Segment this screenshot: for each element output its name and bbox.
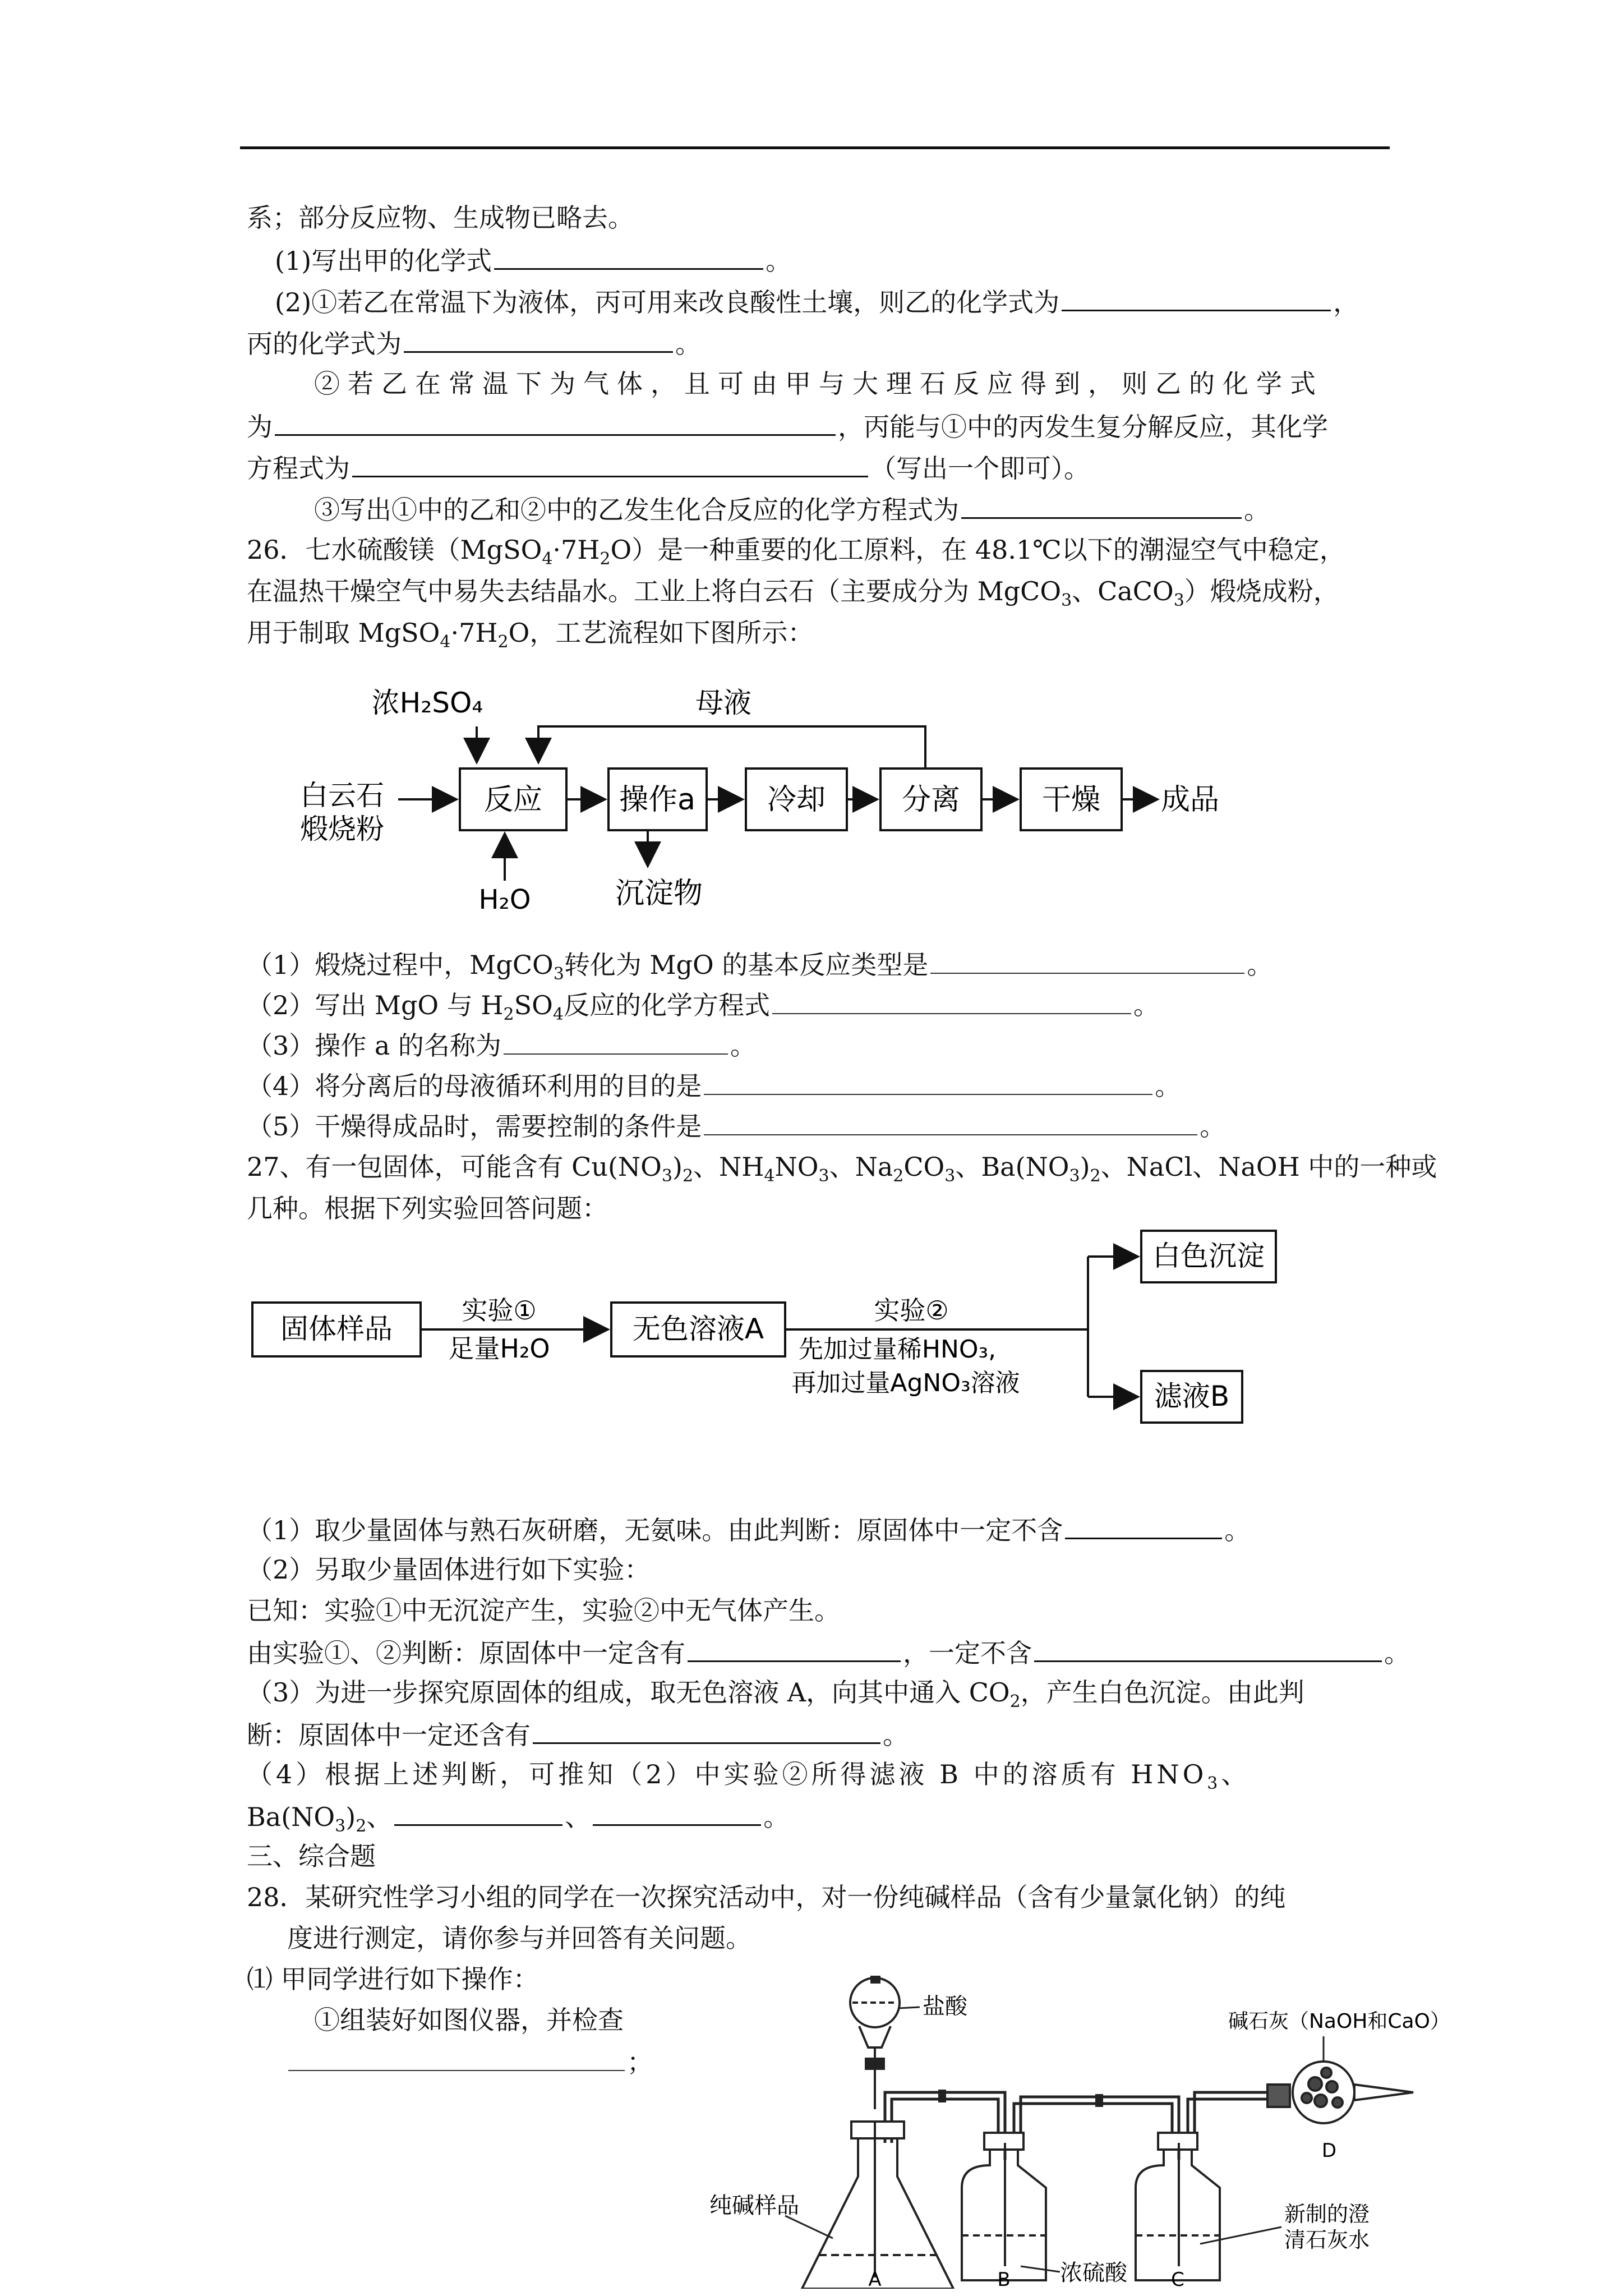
box-solution-a-label: 无色溶液A — [632, 1313, 764, 1345]
exp2-condition-2: 再加过量AgNO₃溶液 — [791, 1369, 1020, 1397]
box-react-label: 反应 — [483, 783, 543, 817]
question-27: 27、有一包固体，可能含有 $Cu(NO_3)_2$、$NH_4NO_3$、$Na_2CO_3$、$Ba(NO_3)_2$、NaCl、NaOH 中的一种或 — [247, 1152, 1437, 1186]
box-white-precipitate-label: 白色沉淀 — [1152, 1240, 1265, 1272]
label-b: B — [997, 2269, 1011, 2289]
answer-blank[interactable] — [352, 450, 868, 477]
text-line: 已知：实验①中无沉淀产生，实验②中无气体产生。 — [247, 1595, 840, 1626]
answer-blank[interactable] — [1065, 1512, 1222, 1539]
hcl-label: 盐酸 — [923, 1994, 967, 2019]
text-line: （3）操作 a 的名称为 。 — [247, 1028, 756, 1062]
limewater-label-1: 新制的澄 — [1284, 2202, 1370, 2226]
precipitate-label: 沉淀物 — [615, 877, 703, 910]
box-dry-label: 干燥 — [1041, 783, 1101, 817]
text-line: (1)写出甲的化学式 。 — [275, 242, 791, 278]
section-title: 三、综合题 — [247, 1841, 376, 1871]
answer-blank[interactable] — [961, 491, 1242, 519]
product-label: 成品 — [1161, 783, 1220, 817]
answer-blank[interactable] — [593, 1798, 761, 1826]
text-line: 由实验①、②判断：原固体中一定含有 ，一定不含 。 — [247, 1635, 1410, 1670]
header-rule — [240, 146, 1390, 149]
text-line: （1）煅烧过程中，MgCO$_3$转化为 MgO 的基本反应类型是 。 — [247, 947, 1272, 991]
exp1-condition: 足量H₂O — [448, 1333, 550, 1364]
drying-tube-d — [1267, 2062, 1413, 2123]
box-operation-a-label: 操作a — [619, 783, 695, 817]
soda-lime-label: 碱石灰（NaOH和CaO） — [1228, 2010, 1450, 2033]
bottle-c — [1136, 2133, 1220, 2280]
text-line: ①组装好如图仪器，并检查 — [314, 2005, 624, 2035]
answer-blank[interactable] — [404, 325, 673, 353]
text-line: （3）为进一步探究原固体的组成，取无色溶液 A，向其中通入 $CO_2$，产生白色沉淀。由此判 — [247, 1677, 1304, 1712]
exp2-condition-1: 先加过量稀HNO₃, — [798, 1335, 997, 1364]
text-line: ⑴ 甲同学进行如下操作： — [247, 1964, 539, 1994]
flask-a — [802, 2122, 953, 2289]
answer-blank[interactable] — [704, 1108, 1197, 1135]
answer-blank[interactable] — [688, 1635, 901, 1662]
water-label: H₂O — [478, 884, 531, 915]
separatory-funnel — [850, 1977, 900, 2109]
apparatus-diagram — [707, 1975, 1503, 2289]
text-line: 为 ，丙能与①中的丙发生复分解反应，其化学 — [247, 408, 1328, 444]
conc-acid-label: 浓H₂SO₄ — [371, 687, 483, 719]
sample-label: 纯碱样品 — [709, 2193, 799, 2219]
text-line: （5）干燥得成品时，需要控制的条件是 。 — [247, 1108, 1225, 1143]
conc-h2so4-label: 浓硫酸 — [1060, 2260, 1127, 2286]
limewater-label-2: 清石灰水 — [1284, 2228, 1370, 2252]
bottle-b — [962, 2133, 1046, 2280]
text-line: （2）另取少量固体进行如下实验： — [247, 1554, 651, 1585]
text-line: ②若乙在常温下为气体，且可由甲与大理石反应得到，则乙的化学式 — [314, 369, 1324, 399]
text-line: 丙的化学式为 。 — [247, 325, 701, 361]
text-line: （2）写出 MgO 与 $H_2SO_4$反应的化学方程式 。 — [247, 987, 1159, 1032]
box-filtrate-b-label: 滤液B — [1154, 1380, 1230, 1412]
text-line: (2)①若乙在常温下为液体，丙可用来改良酸性土壤，则乙的化学式为 ， — [275, 284, 1359, 319]
label-a: A — [868, 2269, 882, 2289]
process-flow-chart — [292, 673, 1279, 920]
answer-blank[interactable] — [494, 242, 763, 270]
text-line: 几种。根据下列实验回答问题： — [247, 1193, 608, 1223]
answer-blank[interactable] — [704, 1068, 1152, 1095]
delivery-tubes — [885, 2090, 1267, 2160]
question-28: 28．某研究性学习小组的同学在一次探究活动中，对一份纯碱样品（含有少量氯化钠）的纯 — [247, 1882, 1286, 1912]
text-line: （4）将分离后的母液循环利用的目的是 。 — [247, 1068, 1181, 1103]
answer-blank[interactable] — [394, 1798, 562, 1826]
text-line: （1）取少量固体与熟石灰研磨，无氨味。由此判断：原固体中一定不含 。 — [247, 1512, 1250, 1547]
text-line: 度进行测定，请你参与并回答有关问题。 — [287, 1923, 751, 1953]
answer-blank[interactable] — [1062, 284, 1331, 311]
box-separate-label: 分离 — [901, 783, 961, 817]
exp1-label: 实验① — [462, 1295, 537, 1326]
answer-blank[interactable] — [504, 1028, 728, 1055]
answer-blank[interactable] — [1034, 1635, 1382, 1662]
text-line: ； — [286, 2044, 653, 2079]
answer-blank[interactable] — [772, 987, 1131, 1014]
box-cool-label: 冷却 — [767, 783, 826, 817]
label-c: C — [1171, 2269, 1184, 2289]
experiment-flow-chart — [247, 1228, 1279, 1442]
text-line: 用于制取 $MgSO_4\cdot 7H_2O$，工艺流程如下图所示： — [247, 618, 814, 652]
mother-liquor-label: 母液 — [695, 687, 751, 719]
text-line: ③写出①中的乙和②中的乙发生化合反应的化学方程式为 。 — [314, 491, 1270, 527]
answer-blank[interactable] — [288, 2044, 625, 2071]
question-26: 26．七水硫酸镁$(MgSO_4\cdot 7H_2O)$是一种重要的化工原料，在 48.1℃以下的潮湿空气中稳定， — [247, 535, 1345, 569]
feed-label-2: 煅烧粉 — [300, 813, 384, 845]
answer-blank[interactable] — [533, 1717, 880, 1744]
exp2-label: 实验② — [874, 1295, 949, 1326]
box-sample-label: 固体样品 — [280, 1313, 393, 1345]
text-line: 断：原固体中一定还含有 。 — [247, 1717, 909, 1752]
answer-blank[interactable] — [275, 408, 836, 436]
text-line: $Ba(NO_3)_2$、 、 。 — [247, 1798, 789, 1843]
text-line: 方程式为 （写出一个即可）。 — [247, 450, 1090, 485]
label-d: D — [1321, 2139, 1337, 2162]
text-line: 在温热干燥空气中易失去结晶水。工业上将白云石（主要成分为 MgCO$_3$、CaCO$_3$）煅烧成粉， — [247, 576, 1339, 611]
feed-label-1: 白云石 — [300, 779, 384, 812]
text-line: 系；部分反应物、生成物已略去。 — [247, 203, 634, 233]
text-line: （4）根据上述判断，可推知（2）中实验②所得滤液 B 中的溶质有 $HNO_3$、 — [247, 1759, 1251, 1794]
answer-blank[interactable] — [930, 947, 1244, 974]
